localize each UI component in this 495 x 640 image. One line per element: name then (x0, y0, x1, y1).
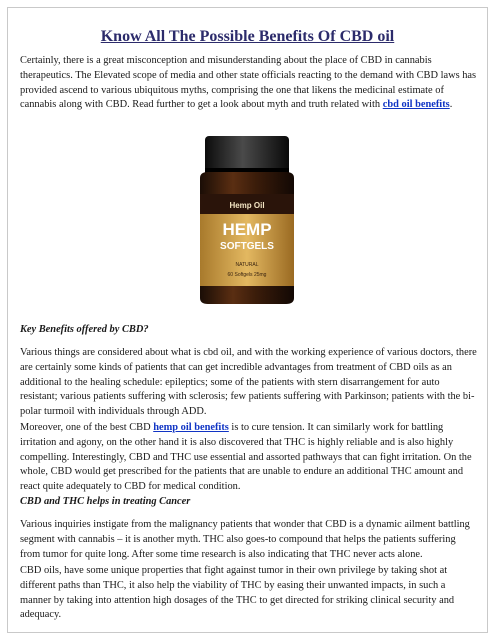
jar-label-small2: 60 Softgels 25mg (227, 272, 267, 278)
intro-paragraph (20, 54, 478, 113)
jar-label-top: Hemp Oil (229, 201, 265, 210)
heading-cbd-thc-cancer: CBD and THC helps in treating Cancer (20, 496, 191, 507)
jar-label-brand: HEMP (222, 220, 272, 239)
intro-after: . (449, 99, 453, 111)
paragraph-1: Various things are considered about what is cbd oil, and with the working experience of various doctors, there are certainly some kinds of patients that can get incredible advantages from treatment of CBD oils as an additional to the healing schedule: epileptics; some of the patients with stern disarrangement for auto resistant; various patients suffering with sclerosis; few patients suffering with Parkinson; patients with the bi-polar turmoil with individuals through ADD. (20, 347, 477, 418)
paragraph-4: CBD oils, have some unique properties that fight against tumor in their own privilege by taking shot at different paths than THC, it also help the viability of THC by easing their unwanted impacts, in such a manner by taking into attention high dosages of the THC to get directed for striking clinical security and adequacy. (20, 565, 455, 621)
cbd-oil-benefits-link[interactable]: cbd oil benefits (382, 99, 450, 111)
para2-before: Moreover, one of the best CBD (20, 422, 154, 433)
hemp-oil-benefits-link[interactable]: hemp oil benefits (153, 422, 229, 433)
page-title: Know All The Possible Benefits Of CBD oil (100, 28, 395, 45)
jar-label-sub: SOFTGELS (220, 241, 274, 252)
hemp-softgels-product-image (150, 128, 344, 310)
paragraph-2 (20, 421, 478, 495)
intro-text: Certainly, there is a great misconception and misunderstanding about the place of CBD in cannabis therapeutics. The Elevated scope of media and other state officials reacting to the demand with CBD laws has provided ascend to various ubiquitous myths, comprising the one that likens the medicinal estimate of cannabis along with CBD. Read further to get a look about myth and truth related with (20, 55, 477, 111)
heading-key-benefits: Key Benefits offered by CBD? (20, 324, 149, 335)
paragraph-3: Various inquiries instigate from the malignancy patients that wonder that CBD is a dynamic ailment battling segment with cannabis – it is another myth. THC also goes-to compound that helps the patients suffering from tumor for quite long. After some time research is also indicating that THC never acts alone. (20, 519, 470, 560)
jar-label-small1: NATURAL (235, 262, 259, 268)
para2-after: is to cure tension. It can similarly work for battling irritation and agony, on the other hand it is also discovered that THC is highly reliable and is also highly compelling. Interestingly, CBD and THC use essential and assorted pathways that can fight irritation. On the whole, CBD would get prescribed for the patients that are unable to endure an additional THC amount and react quite adequately to CBD for medical condition. (20, 422, 472, 493)
